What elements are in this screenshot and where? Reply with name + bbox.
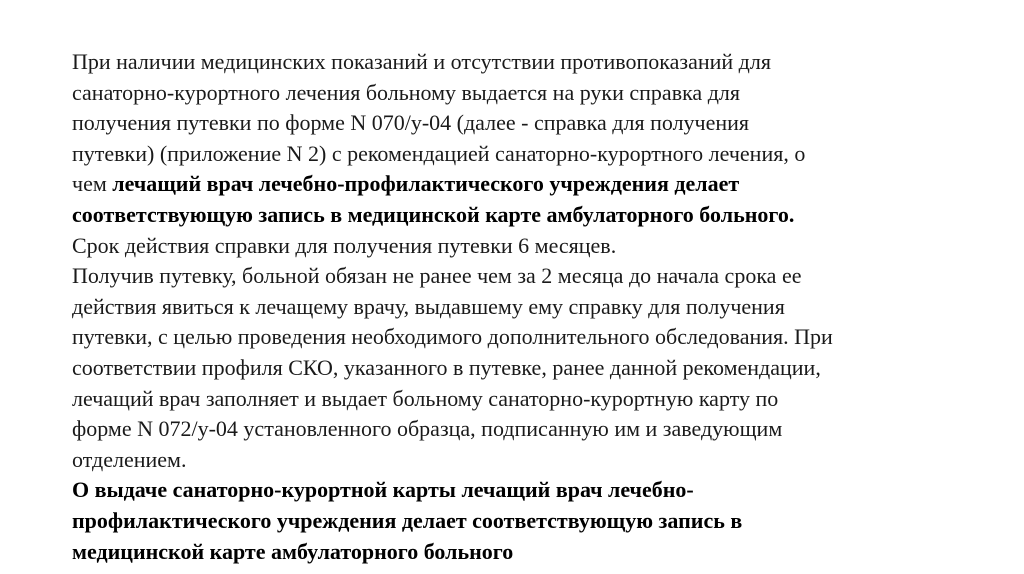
text-fragment: чем	[72, 171, 113, 197]
text-line: соответствии профиля СКО, указанного в путевке, ранее данной рекомендации,	[72, 354, 821, 380]
bold-text-line: профилактического учреждения делает соответствующую запись в	[72, 507, 743, 533]
text-line: При наличии медицинских показаний и отсутствии противопоказаний для	[72, 49, 771, 74]
document-text	[72, 47, 972, 567]
text-line: получения путевки по форме N 070/у-04 (далее - справка для получения	[72, 110, 750, 136]
text-line	[72, 169, 972, 200]
bold-text-fragment: лечащий врач лечебно-профилактического учреждения делает	[112, 171, 740, 197]
text-line: действия явиться к лечащему врачу, выдавшему ему справку для получения	[72, 293, 785, 319]
text-line: форме N 072/у-04 установленного образца, подписанную им и заведующим	[72, 416, 783, 442]
bold-text-line: медицинской карте амбулаторного больного	[72, 538, 514, 564]
text-line: Срок действия справки для получения путевки 6 месяцев.	[72, 232, 617, 258]
text-line: санаторно-курортного лечения больному выдается на руки справка для	[72, 79, 740, 105]
bold-text-line: О выдаче санаторно-курортной карты лечащий врач лечебно-	[72, 477, 694, 503]
text-line: Получив путевку, больной обязан не ранее чем за 2 месяца до начала срока ее	[72, 263, 802, 289]
text-line: лечащий врач заполняет и выдает больному санаторно-курортную карту по	[72, 385, 779, 411]
text-line: путевки, с целью проведения необходимого дополнительного обследования. При	[72, 324, 833, 350]
text-line: отделением.	[72, 446, 187, 472]
text-line: путевки) (приложение N 2) с рекомендацией санаторно-курортного лечения, о	[72, 140, 806, 166]
bold-text-line: соответствующую запись в медицинской карте амбулаторного больного.	[72, 201, 795, 227]
